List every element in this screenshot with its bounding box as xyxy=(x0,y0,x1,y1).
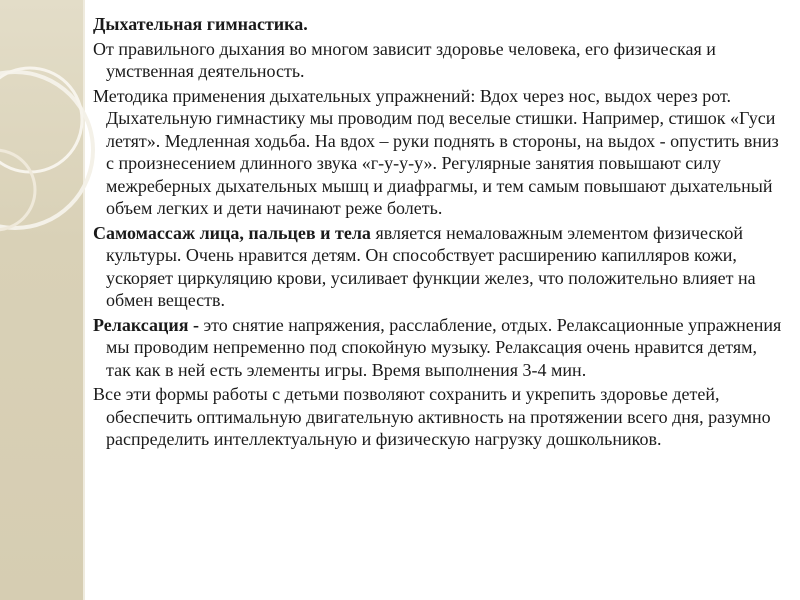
ring-medium xyxy=(0,68,82,172)
self-massage-text: является немаловажным элементом физической культуры. Очень нравится детям. Он способствует расширению капилляров кожи, ускоряет циркуляцию крови, усиливает функции желез, что положительно влияет на обмен веществ. xyxy=(106,222,756,310)
slide-text xyxy=(93,13,783,453)
relaxation-heading: Релаксация - xyxy=(93,314,199,335)
paragraph-intro: От правильного дыхания во многом зависит здоровье человека, его физическая и умственная деятельность. xyxy=(93,38,716,81)
paragraph-self-massage xyxy=(93,222,783,312)
paragraph-breathing-method: Методика применения дыхательных упражнений: Вдох через нос, выдох через рот. Дыхательную гимнастику мы проводим под веселые стишки. Например, стишок «Гуси летят». Медленная ходьба. На вдох – руки поднять в стороны, на выдох - опустить вниз с произнесением длинного звука «г-у-у-у». Регулярные занятия повышают силу межреберных дыхательных мышц и диафрагмы, и тем самым повышают дыхательный объем легких и дети начинают реже болеть. xyxy=(93,85,779,218)
slide-title: Дыхательная гимнастика. xyxy=(93,14,308,34)
self-massage-heading: Самомассаж лица, пальцев и тела xyxy=(93,222,371,243)
ring-large xyxy=(0,72,93,228)
paragraph-relaxation xyxy=(93,314,783,382)
relaxation-text: это снятие напряжения, расслабление, отдых. Релаксационные упражнения мы проводим непременно под спокойную музыку. Релаксация очень нравится детям, так как в ней есть элементы игры. Время выполнения 3-4 мин. xyxy=(106,314,782,380)
ring-small xyxy=(0,150,35,230)
paragraph-conclusion: Все эти формы работы с детьми позволяют сохранить и укрепить здоровье детей, обеспечить оптимальную двигательную активность на протяжении всего дня, разумно распределить интеллектуальную и физическую нагрузку дошкольников. xyxy=(93,384,771,449)
